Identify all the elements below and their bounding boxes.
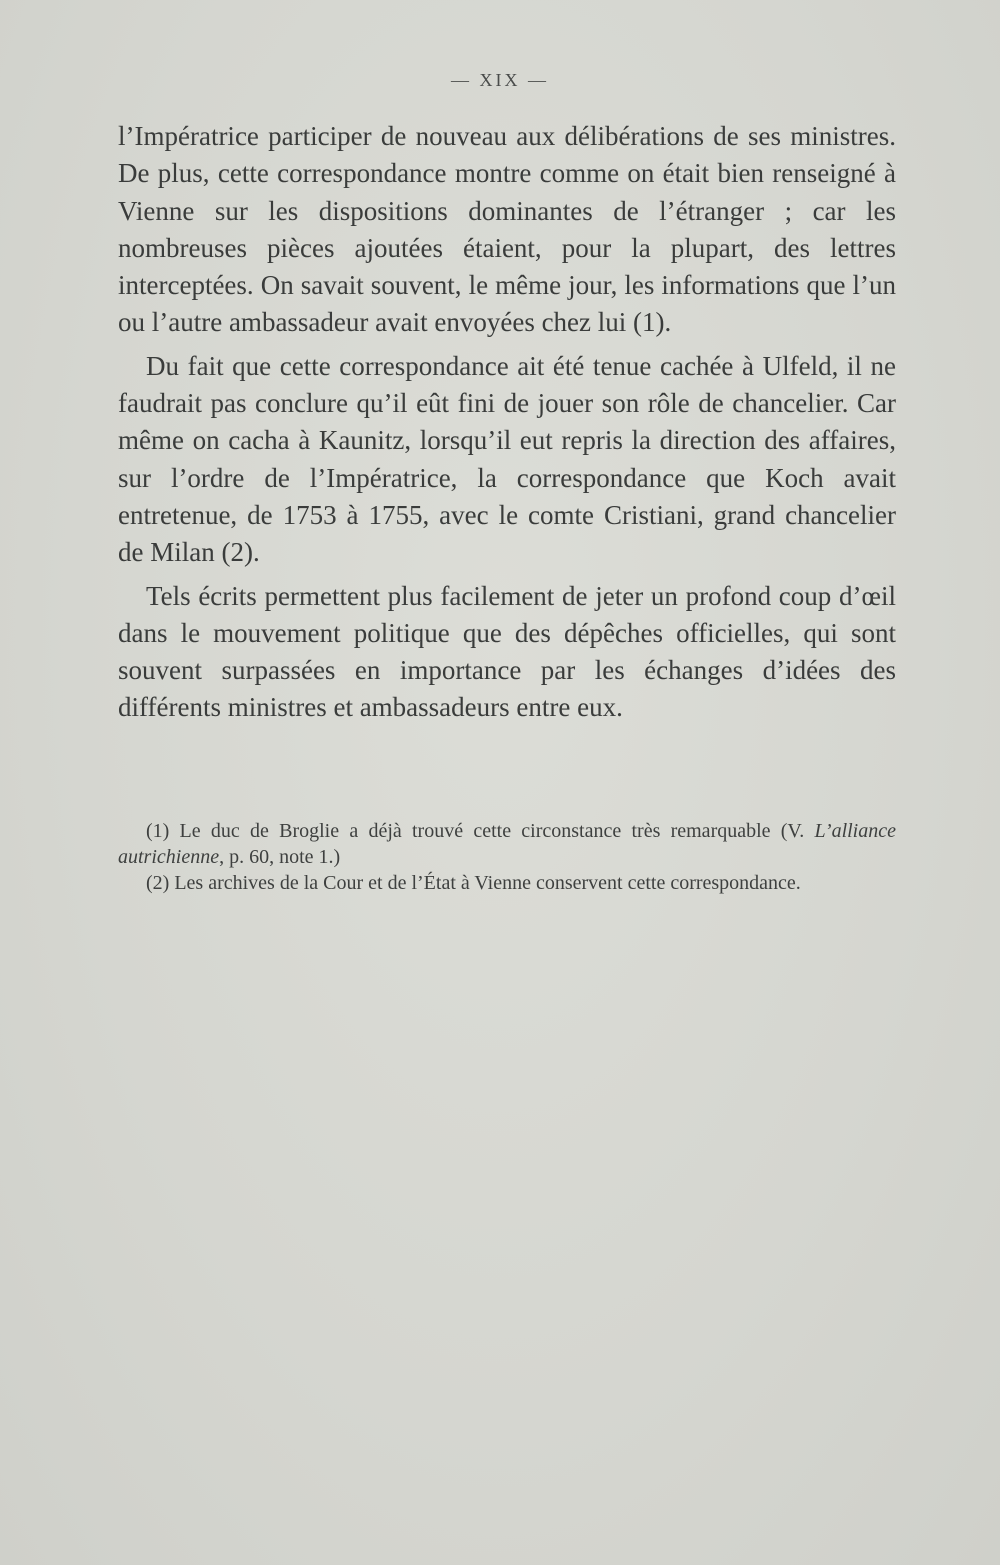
- paragraph-2: Du fait que cette correspondance ait été tenue cachée à Ulfeld, il ne faudrait pas conclure qu’il eût fini de jouer son rôle de chancelier. Car même on cacha à Kaunitz, lorsqu’il eut repris la direction des affaires, sur l’ordre de l’Impératrice, la correspondance que Koch avait entretenue, de 1753 à 1755, avec le comte Cristiani, grand chancelier de Milan (2).: [118, 350, 896, 568]
- main-text: [118, 118, 896, 727]
- footnote-1-book-title: L’alliance autrichienne: [118, 820, 896, 868]
- page-number: — XIX —: [451, 70, 549, 90]
- paragraph-1: l’Impératrice participer de nouveau aux délibérations de ses ministres. De plus, cette correspondance montre comme on était bien renseigné à Vienne sur les dispositions dominantes de l’étranger ; car les nombreuses pièces ajoutées étaient, pour la plupart, des lettres interceptées. On savait souvent, le même jour, les informations que l’un ou l’autre ambassadeur avait envoyées chez lui (1).: [118, 121, 896, 338]
- footnotes: [118, 818, 896, 896]
- footnote-1-text-before: (1) Le duc de Broglie a déjà trouvé cette circonstance très remarquable (V.: [146, 820, 815, 842]
- footnote-1: [118, 818, 896, 870]
- footnote-2: (2) Les archives de la Cour et de l’État à Vienne conservent cette correspondance.: [146, 872, 801, 894]
- footnote-1-text-after: , p. 60, note 1.): [219, 846, 341, 868]
- paragraph-3: Tels écrits permettent plus facilement de jeter un profond coup d’œil dans le mouvement politique que des dépêches officielles, qui sont souvent surpassées en importance par les échanges d’idées des différents ministres et ambassadeurs entre eux.: [118, 580, 896, 723]
